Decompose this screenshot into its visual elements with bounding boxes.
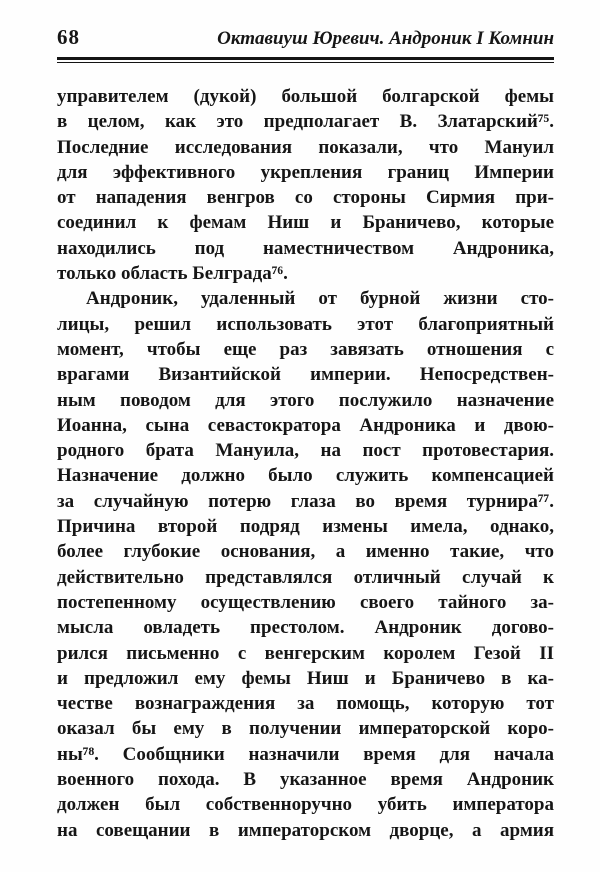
text-line: за случайную потерю глаза во время турнира⁷⁷. bbox=[57, 490, 554, 512]
text-line: Иоанна, сына севастократора Андроника и двою- bbox=[57, 414, 554, 436]
text-line: Андроник, удаленный от бурной жизни сто- bbox=[86, 288, 554, 310]
text-line: Назначение должно было служить компенсацией bbox=[57, 465, 554, 487]
text-line: оказал бы ему в получении императорской коро- bbox=[57, 718, 554, 740]
text-line: момент, чтобы еще раз завязать отношения с bbox=[57, 338, 554, 360]
paragraph bbox=[57, 286, 554, 843]
running-title: Октавиуш Юревич. Андроник I Комнин bbox=[217, 28, 554, 49]
running-head bbox=[57, 25, 554, 48]
paragraph bbox=[57, 84, 554, 286]
header-rule-thick-line bbox=[57, 57, 554, 60]
text-line: рился письменно с венгерским королем Гезой II bbox=[57, 642, 554, 664]
text-line: более глубокие основания, а именно такие, что bbox=[57, 541, 554, 563]
text-line: лицы, решил использовать этот благоприятный bbox=[57, 313, 554, 335]
text-line: врагами Византийской империи. Непосредствен- bbox=[57, 364, 554, 386]
text-line: для эффективного укрепления границ Империи bbox=[57, 161, 554, 183]
header-rule-thin-line bbox=[57, 62, 554, 63]
text-line: только область Белграда⁷⁶. bbox=[57, 263, 288, 285]
text-line: должен был собственноручно убить императора bbox=[57, 794, 554, 816]
text-line: соединил к фемам Ниш и Браничево, которые bbox=[57, 212, 554, 234]
page-number: 68 bbox=[57, 25, 80, 49]
header-rule-divider bbox=[57, 57, 554, 63]
text-line: ным поводом для этого послужило назначение bbox=[57, 389, 554, 411]
text-line: Причина второй подряд измены имела, однако, bbox=[57, 516, 554, 538]
text-line: ны⁷⁸. Сообщники назначили время для начала bbox=[57, 743, 554, 765]
text-line: от нападения венгров со стороны Сирмия при- bbox=[57, 187, 554, 209]
text-line: управителем (дукой) большой болгарской фемы bbox=[57, 86, 554, 107]
text-line: и предложил ему фемы Ниш и Браничево в ка- bbox=[57, 667, 554, 689]
text-body bbox=[57, 84, 554, 843]
text-line: постепенному осуществлению своего тайного за- bbox=[57, 591, 554, 613]
text-line: действительно представлялся отличный случай к bbox=[57, 566, 554, 588]
text-line: в целом, как это предполагает В. Златарский⁷⁵. bbox=[57, 111, 554, 133]
text-line: на совещании в императорском дворце, а армия bbox=[57, 819, 554, 841]
text-line: военного похода. В указанное время Андроник bbox=[57, 769, 554, 791]
text-line: честве вознаграждения за помощь, которую тот bbox=[57, 693, 554, 715]
text-line: находились под наместничеством Андроника, bbox=[57, 237, 554, 259]
text-line: родного брата Мануила, на пост протовестария. bbox=[57, 440, 554, 462]
text-line: Последние исследования показали, что Мануил bbox=[57, 136, 554, 158]
text-line: мысла овладеть престолом. Андроник догово- bbox=[57, 617, 554, 639]
